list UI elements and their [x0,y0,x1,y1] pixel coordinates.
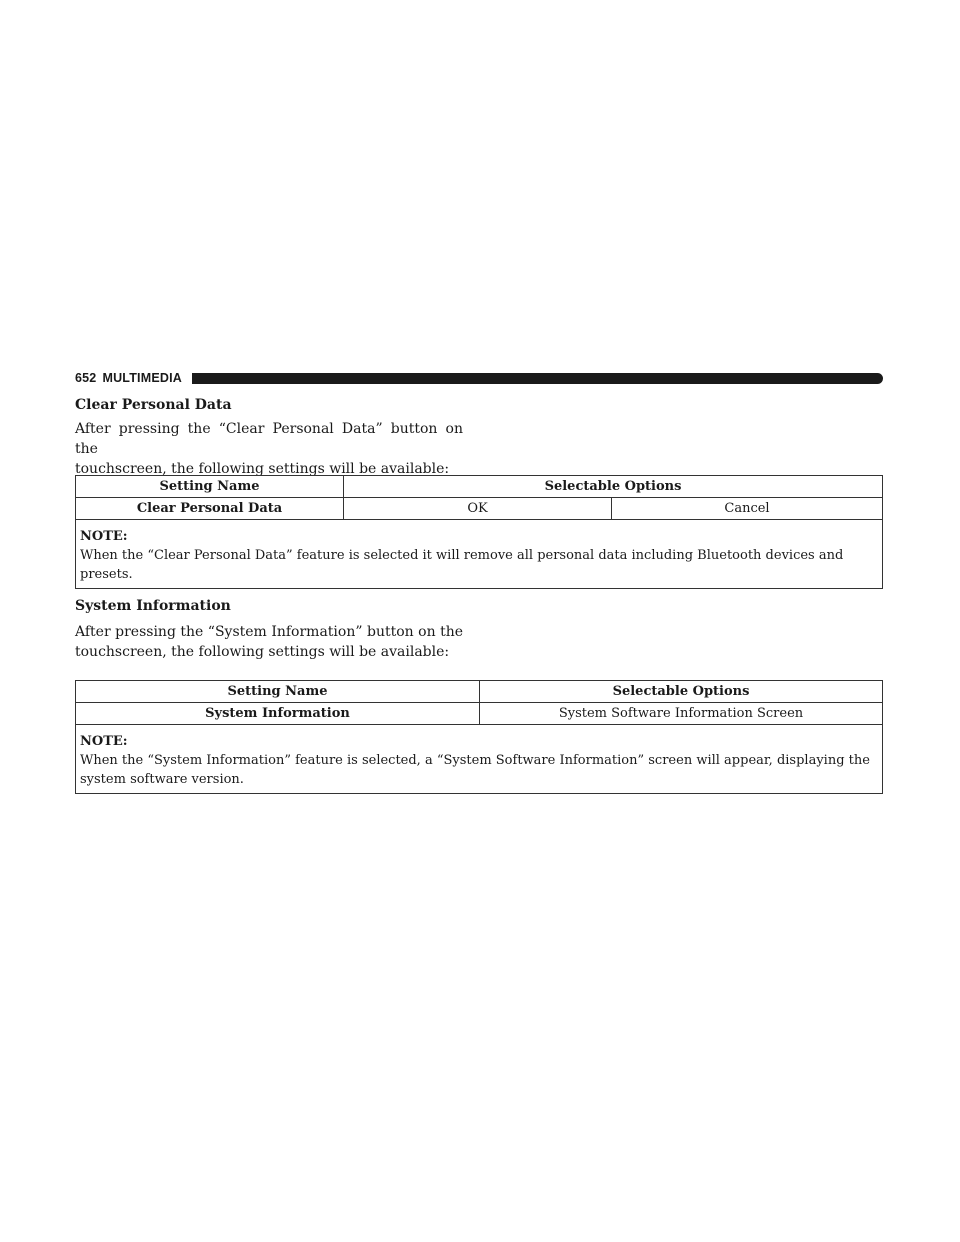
intro-paragraph-clear-personal-data [75,419,463,479]
table-header-row [76,476,883,498]
section-name: MULTIMEDIA [102,371,183,385]
column-header-selectable-options: Selectable Options [344,476,883,498]
column-header-setting-name: Setting Name [76,476,344,498]
note-label: NOTE: [80,529,128,544]
table-row [76,498,883,520]
settings-table-system-information [75,680,883,794]
note-label: NOTE: [80,734,128,749]
intro-line: After pressing the “Clear Personal Data” button on the [75,421,463,457]
header-rule [192,373,883,384]
page-number: 652 [75,371,97,385]
intro-line: touchscreen, the following settings will be available: [75,644,450,660]
note-row [76,520,883,589]
note-text: When the “Clear Personal Data” feature is selected it will remove all personal data including Bluetooth devices and presets. [80,548,844,582]
section-title-clear-personal-data: Clear Personal Data [75,397,232,413]
intro-paragraph-system-information [75,622,463,662]
setting-name-cell: System Information [76,703,480,725]
column-header-selectable-options: Selectable Options [480,681,883,703]
note-row [76,725,883,794]
table-header-row [76,681,883,703]
intro-line: After pressing the “System Information” button on the [75,624,463,640]
intro-line: touchscreen, the following settings will be available: [75,461,450,477]
table-row [76,703,883,725]
option-cell-ok: OK [344,498,612,520]
option-cell-cancel: Cancel [612,498,883,520]
section-title-system-information: System Information [75,598,231,614]
note-cell [76,725,883,794]
option-cell-system-software-information: System Software Information Screen [480,703,883,725]
setting-name-cell: Clear Personal Data [76,498,344,520]
column-header-setting-name: Setting Name [76,681,480,703]
note-text: When the “System Information” feature is selected, a “System Software Information” screen will appear, displaying the system software version. [80,753,870,787]
note-cell [76,520,883,589]
settings-table-clear-personal-data [75,475,883,589]
running-header [75,370,883,386]
